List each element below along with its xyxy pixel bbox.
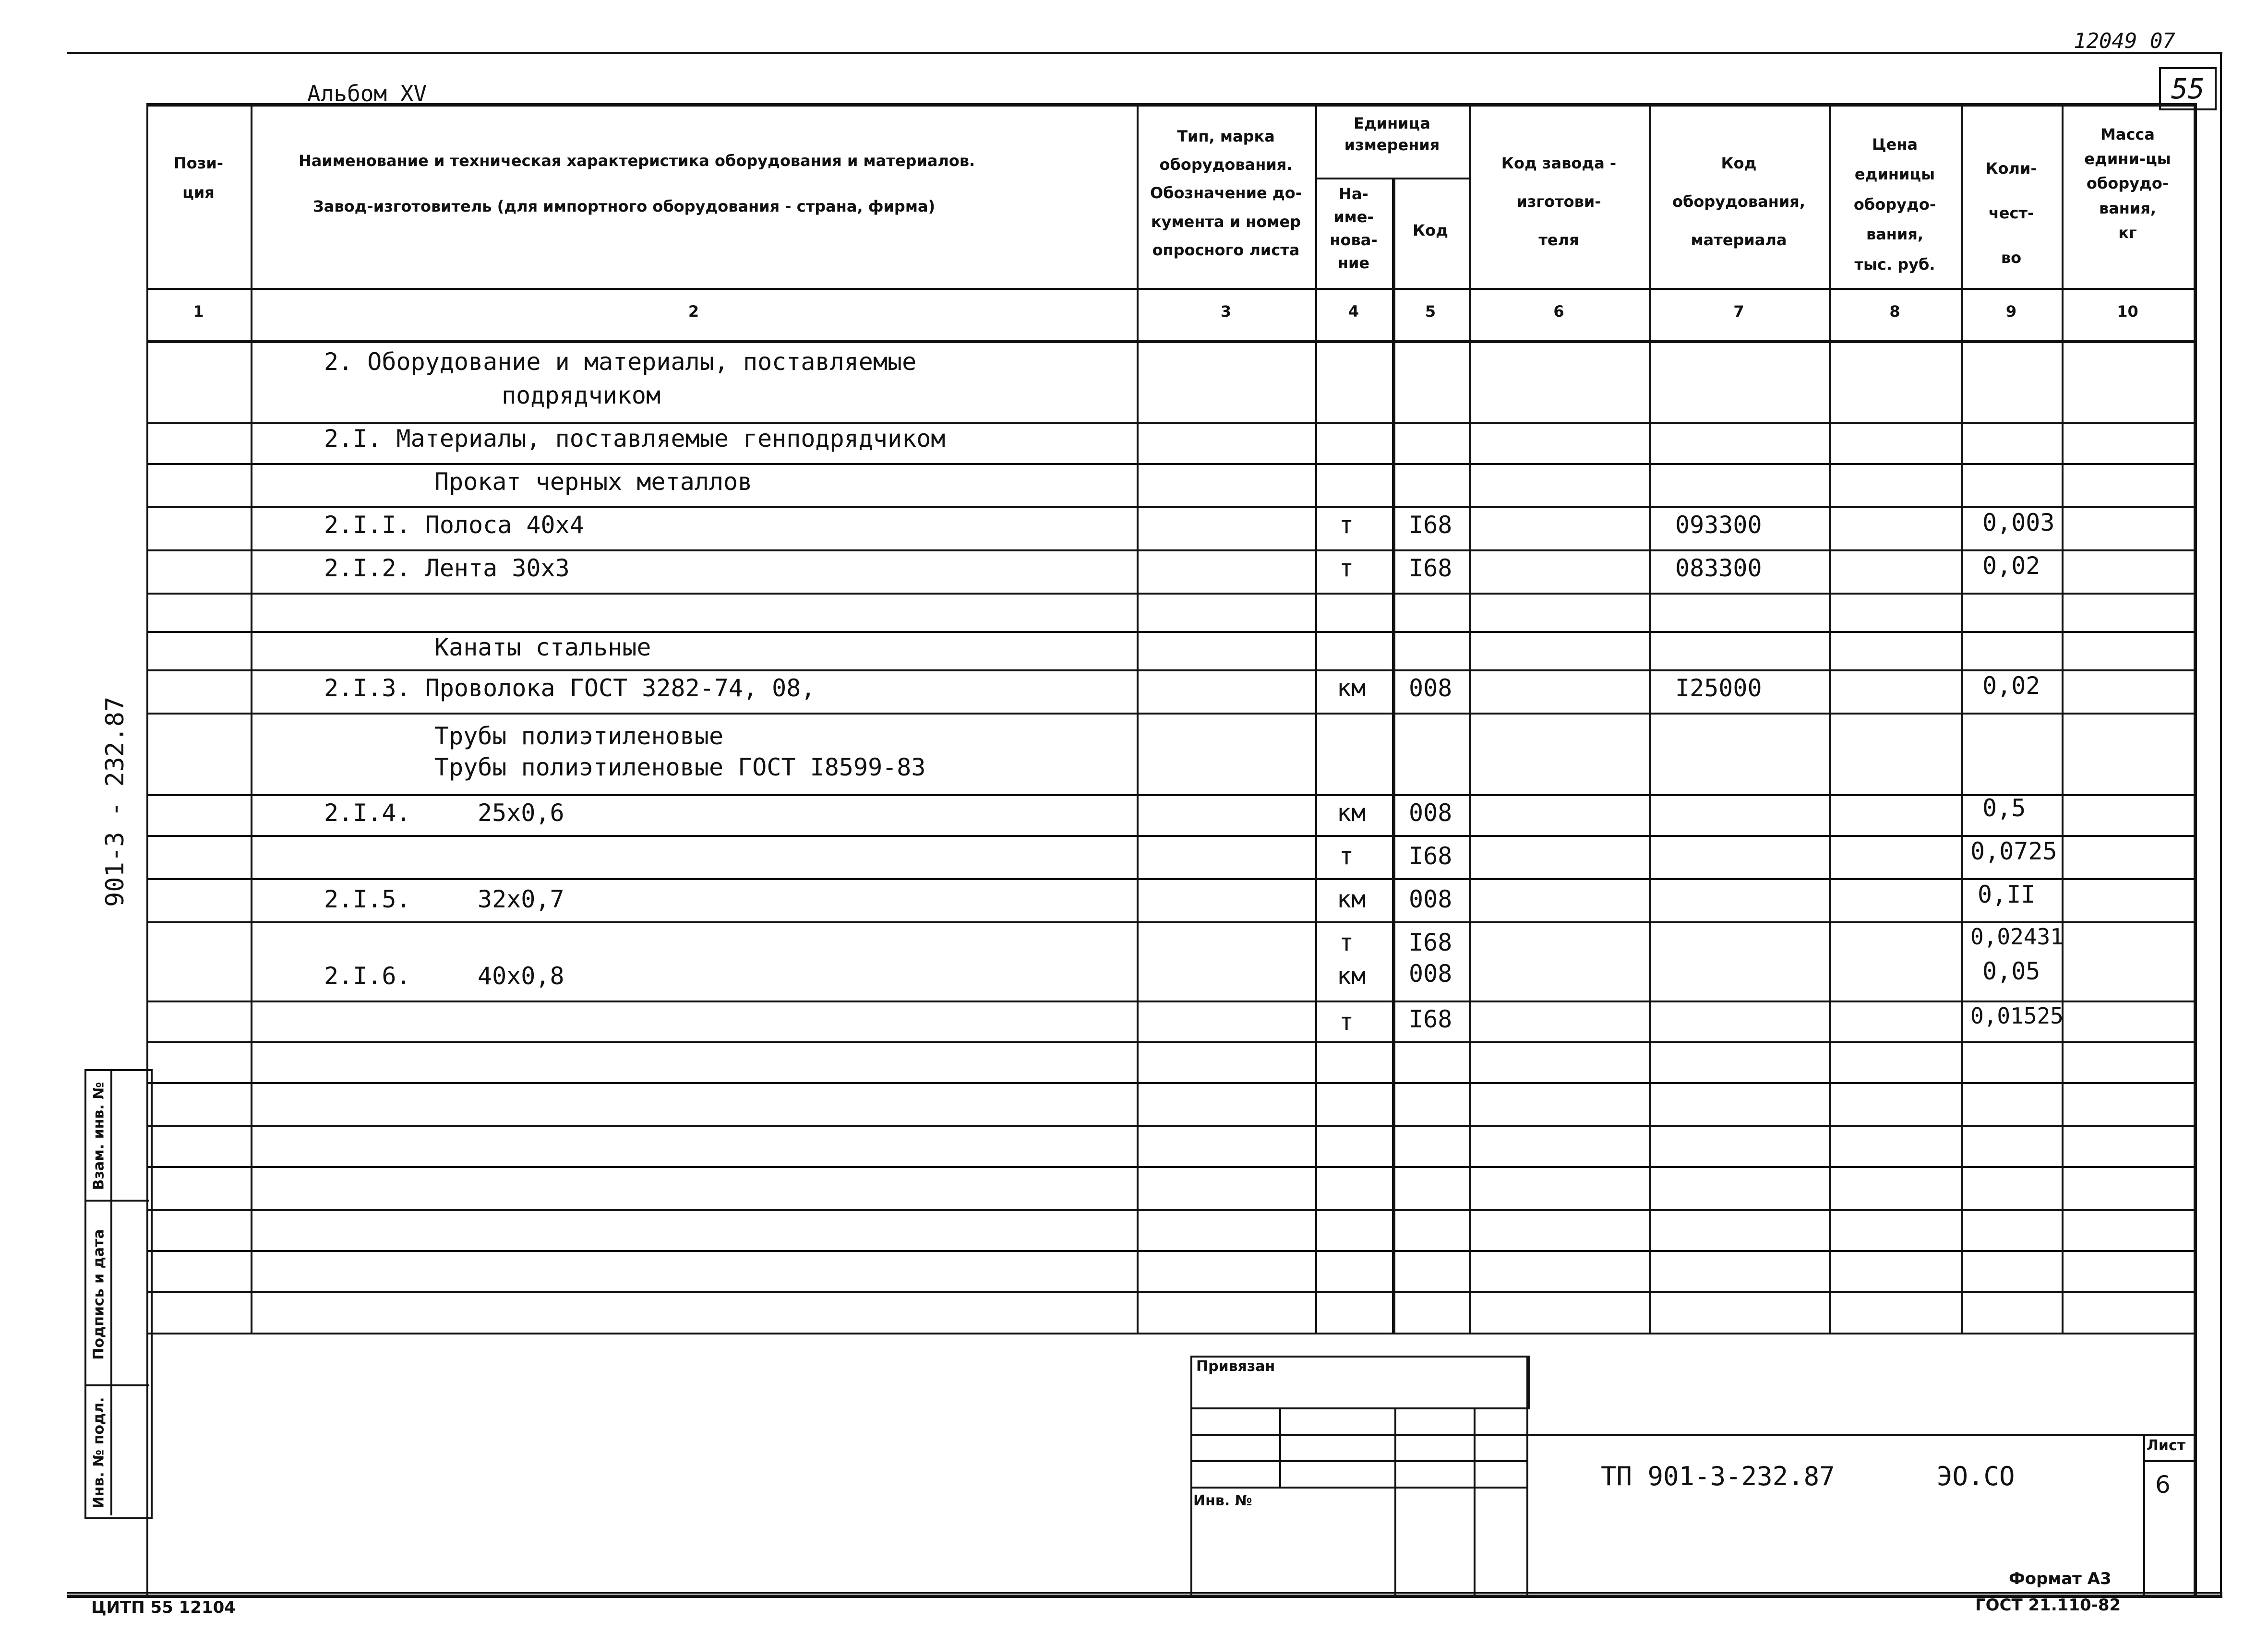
col-num-7: 7 <box>1733 302 1744 321</box>
footer-gost: ГОСТ 21.110-82 <box>1975 1596 2121 1615</box>
col-num-9: 9 <box>2005 302 2017 321</box>
footer-format: Формат А3 <box>2009 1569 2112 1588</box>
bottom-border <box>67 1595 2222 1598</box>
stamp-privyazan: Привязан <box>1196 1358 1275 1375</box>
header-unit-code: Код <box>1413 221 1448 239</box>
row-2-1-5-pos: 2.I.5. <box>324 885 411 913</box>
row-2-1-6t-code: I68 <box>1409 1005 1452 1033</box>
row-2-1-4t-unit: т <box>1339 842 1354 870</box>
header-name-line2: Завод-изготовитель (для импортного оборудования - страна, фирма) <box>313 197 936 215</box>
row-2-1-1-code: I68 <box>1409 511 1452 539</box>
footer-citp: ЦИТП 55 12104 <box>91 1598 236 1617</box>
stamp-sheet-label: Лист <box>2147 1437 2186 1454</box>
header-position: Пози- ция <box>173 154 224 202</box>
page-number: 55 <box>2159 67 2217 110</box>
col-num-4: 4 <box>1348 302 1359 321</box>
row-2-1-3-material: I25000 <box>1675 674 1762 702</box>
col-num-3: 3 <box>1220 302 1232 321</box>
row-2-1-2-material: 083300 <box>1675 554 1762 582</box>
header-price: Цена единицы оборудо- вания, тыс. руб. <box>1853 135 1936 274</box>
row-2-1-6-unit: км <box>1337 962 1366 990</box>
row-2-1-3-name: 2.I.3. Проволока ГОСТ 3282-74, 08, <box>324 674 816 702</box>
right-border <box>2220 52 2222 1595</box>
stamp-sheet-number: 6 <box>2155 1471 2171 1499</box>
side-label-inv: Инв. № подл. <box>90 1397 108 1509</box>
header-name-line1: Наименование и техническая характеристика оборудования и материалов. <box>299 152 975 170</box>
stamp-document-code: ТП 901-3-232.87 <box>1601 1461 1835 1491</box>
row-2-1-5t-code: I68 <box>1409 929 1452 956</box>
row-2-1-5-qty: 0,II <box>1978 881 2036 908</box>
row-2-1-4-qty: 0,5 <box>1982 794 2026 822</box>
row-group-ropes: Канаты стальные <box>434 633 651 661</box>
top-right-code: 12049 07 <box>2074 29 2175 53</box>
col-num-6: 6 <box>1553 302 1564 321</box>
header-mass: Масса едини-цы оборудо- вания, кг <box>2084 125 2171 242</box>
row-2-1-4t-code: I68 <box>1409 842 1452 870</box>
header-material-code: Код оборудования, материала <box>1672 154 1805 249</box>
row-2-1-2-name: 2.I.2. Лента 30х3 <box>324 554 570 582</box>
row-2-1-6t-qty: 0,01525 <box>1970 1003 2064 1029</box>
row-group-pipes: Трубы полиэтиленовые <box>434 722 724 750</box>
col-num-8: 8 <box>1889 302 1900 321</box>
row-2-1-2-code: I68 <box>1409 554 1452 582</box>
header-unit-name: На- име- нова- ние <box>1330 185 1378 272</box>
row-2-1-5t-unit: т <box>1339 929 1354 956</box>
row-2-1-4-pos: 2.I.4. <box>324 799 411 827</box>
album-label: Альбом XV <box>307 81 427 107</box>
row-2-1-6t-unit: т <box>1339 1008 1354 1036</box>
row-2-1-2-unit: т <box>1339 554 1354 582</box>
header-factory-code: Код завода - изготови- теля <box>1501 154 1617 249</box>
side-code: 901-3 - 232.87 <box>101 696 130 907</box>
top-border <box>67 52 2222 54</box>
row-section-title-cont: подрядчиком <box>502 381 661 409</box>
side-label-vzam: Взам. инв. № <box>90 1082 108 1191</box>
row-group-steel: Прокат черных металлов <box>434 468 753 496</box>
header-unit: Единица измерения <box>1344 114 1440 154</box>
row-subsection-title: 2.I. Материалы, поставляемые генподрядчиком <box>324 425 946 453</box>
side-label-podpis: Подпись и дата <box>90 1229 108 1360</box>
row-2-1-3-unit: км <box>1337 674 1366 702</box>
row-2-1-5t-qty: 0,02431 <box>1970 924 2064 950</box>
col-num-5: 5 <box>1425 302 1436 321</box>
col-num-2: 2 <box>688 302 699 321</box>
header-quantity: Коли- чест- во <box>1985 159 2037 267</box>
col-num-10: 10 <box>2117 302 2138 321</box>
row-2-1-5-unit: км <box>1337 885 1366 913</box>
row-2-1-1-material: 093300 <box>1675 511 1762 539</box>
stamp-inv-no: Инв. № <box>1193 1492 1252 1509</box>
row-2-1-5-code: 008 <box>1409 885 1452 913</box>
row-2-1-1-qty: 0,003 <box>1982 509 2055 536</box>
row-2-1-1-name: 2.I.I. Полоса 40х4 <box>324 511 584 539</box>
row-2-1-4-code: 008 <box>1409 799 1452 827</box>
col-num-1: 1 <box>193 302 204 321</box>
stamp-section-code: ЭО.СО <box>1937 1461 2015 1491</box>
row-2-1-6-qty: 0,05 <box>1982 957 2040 985</box>
row-2-1-3-code: 008 <box>1409 674 1452 702</box>
row-2-1-4-size: 25х0,6 <box>478 799 564 827</box>
row-2-1-6-code: 008 <box>1409 960 1452 988</box>
row-2-1-6-pos: 2.I.6. <box>324 962 411 990</box>
row-2-1-4-unit: км <box>1337 799 1366 827</box>
row-2-1-4t-qty: 0,0725 <box>1970 837 2057 865</box>
row-group-pipes-gost: Трубы полиэтиленовые ГОСТ I8599-83 <box>434 753 926 781</box>
row-2-1-5-size: 32х0,7 <box>478 885 564 913</box>
row-2-1-3-qty: 0,02 <box>1982 672 2040 700</box>
row-2-1-1-unit: т <box>1339 511 1354 539</box>
header-type: Тип, марка оборудования. Обозначение до- кумента и номер опросного листа <box>1150 127 1302 259</box>
row-section-title: 2. Оборудование и материалы, поставляемые <box>324 348 917 376</box>
row-2-1-2-qty: 0,02 <box>1982 552 2040 580</box>
row-2-1-6-size: 40х0,8 <box>478 962 564 990</box>
